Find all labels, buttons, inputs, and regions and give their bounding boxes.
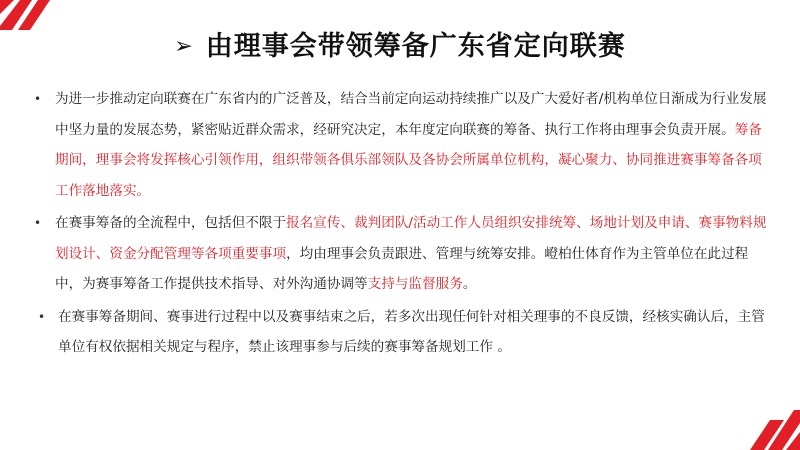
- bullet-dot-icon: •: [34, 216, 42, 230]
- bullet-list: [30, 84, 775, 365]
- bullet-paragraph-3: [30, 302, 775, 363]
- bottom-right-stripes-decoration: [720, 410, 800, 450]
- paragraph-3-text: 在赛事筹备期间、赛事进行过程中以及赛事结束之后，若多次出现任何针对相关理事的不良反馈，经核实确认后，主管单位有权依据相关规定与程序，禁止该理事参与后续的赛事筹备规划工作 。: [58, 308, 765, 355]
- slide-title-text: 由理事会带领筹备广东省定向联赛: [205, 31, 626, 62]
- paragraph-1-text: 为进一步推动定向联赛在广东省内的广泛普及，结合当前定向运动持续推广以及广大爱好者/机构单位日渐成为行业发展中坚力量的发展态势，紧密贴近群众需求，经研究决定，本年度定向联赛的筹备、执行工作将由理事会负责开展。: [55, 91, 767, 138]
- paragraph-2-text-a: 在赛事筹备的全流程中，包括但不限于: [55, 215, 287, 231]
- bullet-paragraph-1: [30, 84, 775, 206]
- paragraph-2-highlight-a: 报名宣传、裁判团队/活动工作人员组织安排统筹、场地计划及申请、赛事物料规划设计、资金分配管理等各项重要事项: [55, 215, 767, 262]
- slide-title: [0, 24, 800, 63]
- bullet-dot-icon: •: [34, 92, 42, 106]
- arrow-bullet-icon: ➢: [174, 34, 194, 59]
- bullet-paragraph-2: [30, 208, 775, 300]
- paragraph-2-text-b: ，均由理事会负责跟进、管理与统筹安排。嶝柏仕体育作为主管单位在此过程中，为赛事筹备工作提供技术指导、对外沟通协调等: [55, 245, 749, 292]
- bullet-dot-icon: •: [38, 309, 46, 324]
- paragraph-2-text-c: 。: [462, 276, 477, 292]
- paragraph-1-highlight: 筹备期间，理事会将发挥核心引领作用，组织带领各俱乐部领队及各协会所属单位机构，凝心聚力、协同推进赛事筹备各项工作落地落实。: [55, 121, 762, 199]
- paragraph-2-highlight-b: 支持与监督服务: [367, 276, 463, 292]
